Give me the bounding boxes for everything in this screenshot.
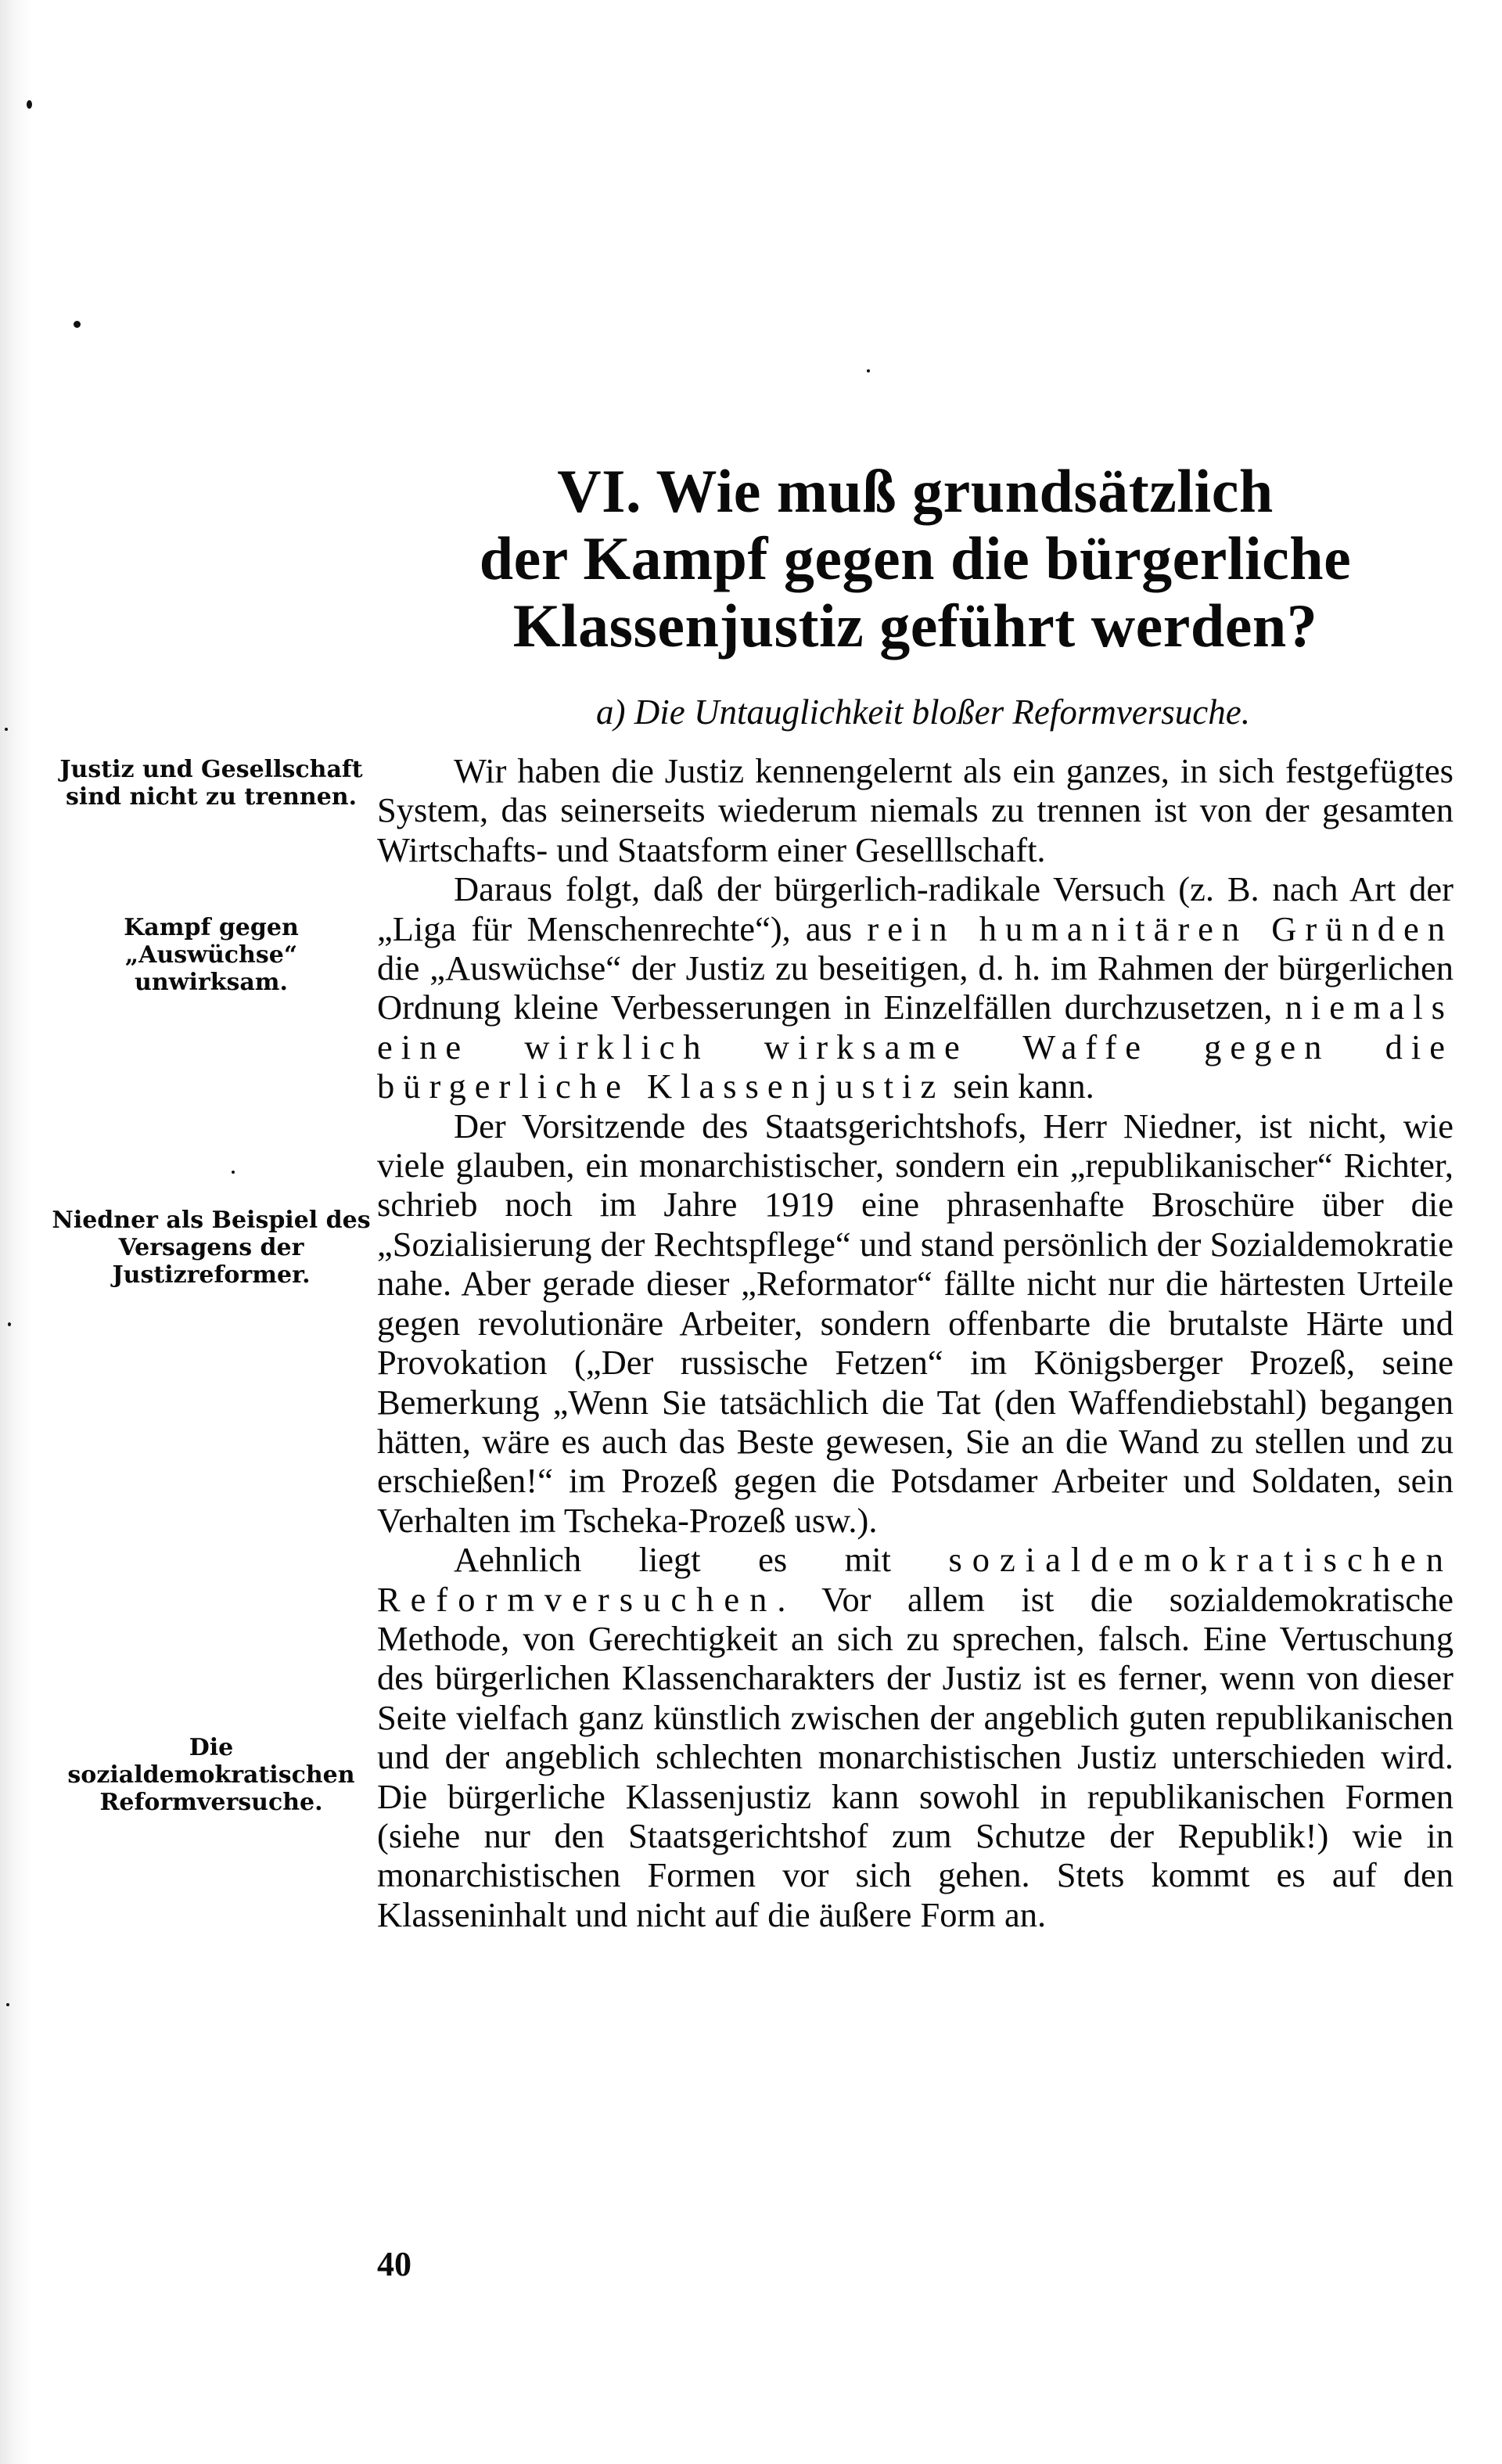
scan-edge-shadow <box>0 0 31 2464</box>
margin-note: Niedner als Beispiel des Versagens der Justizreformer. <box>52 1207 371 1289</box>
chapter-title-line: Klassenjustiz geführt werden? <box>512 592 1318 660</box>
scan-speck <box>6 2003 9 2006</box>
paragraph-text: die „Auswüchse“ der Justiz zu beseitigen, d. h. im Rahmen der bürgerlichen Ordnung kleine Verbesserungen in Einzelfällen durchzusetzen, <box>377 948 1453 1027</box>
paragraph-text: . Vor allem ist die sozialdemokratische Methode, von Gerechtigkeit an sich zu sprechen, falsch. Eine Vertuschung des bürgerlichen Klassencharakters der Justiz ist es ferner, wenn von dieser Seite vielfach ganz künstlich zwischen der angeblich guten republikanischen und der angeblich schlechten monarchistischen Justiz unterschieden wird. Die bürgerliche Klassenjustiz kann sowohl in republikanischen Formen (siehe nur den Staatsgerichtshof zum Schutze der Republik!) wie in monarchistischen Formen vor sich gehen. Stets kommt es auf den Klasseninhalt und nicht auf die äußere Form an. <box>377 1579 1453 1934</box>
scan-speck <box>8 1322 11 1326</box>
paragraph <box>377 1540 1453 1934</box>
scan-speck <box>5 728 8 731</box>
margin-note: Justiz und Gesellschaft sind nicht zu trennen. <box>59 756 363 811</box>
body-text <box>377 751 1453 1934</box>
chapter-title <box>391 458 1439 660</box>
paragraph <box>377 869 1453 1106</box>
paragraph <box>377 751 1453 869</box>
scan-speck <box>27 100 32 109</box>
paragraph <box>377 1106 1453 1540</box>
scan-speck <box>867 369 870 372</box>
spaced-emphasis: sozialdemokratischen Reformversuchen <box>377 1540 1453 1619</box>
section-subtitle: a) Die Untauglichkeit bloßer Reformversuche. <box>595 692 1250 732</box>
page-number: 40 <box>377 2245 411 2283</box>
chapter-title-line: VI. Wie muß grundsätzlich <box>557 457 1274 525</box>
paragraph-text: Wir haben die Justiz kennengelernt als ein ganzes, in sich festgefügtes System, das seinerseits wiederum niemals zu trennen ist von der gesamten Wirtschafts- und Staatsform einer Geselllschaft. <box>377 751 1453 869</box>
scan-speck <box>74 321 81 328</box>
paragraph-text: Der Vorsitzende des Staatsgerichtshofs, Herr Niedner, ist nicht, wie viele glauben, ein monarchistischer, sondern ein „republikanischer“ Richter, schrieb noch im Jahre 1919 eine phrasenhafte Broschüre über die „Sozialisierung der Rechtspflege“ und stand persönlich der Sozialdemokratie nahe. Aber gerade dieser „Reformator“ fällte nicht nur die härtesten Urteile gegen revolutionäre Arbeiter, sondern offenbarte die brutalste Härte und Provokation („Der russische Fetzen“ im Königsberger Prozeß, seine Bemerkung „Wenn Sie tatsächlich die Tat (den Waffendiebstahl) begangen hätten, wäre es auch das Beste gewesen, Sie an die Wand zu stellen und zu erschießen!“ im Prozeß gegen die Potsdamer Arbeiter und Soldaten, sein Verhalten im Tscheka-Prozeß usw.). <box>377 1106 1453 1540</box>
paragraph-text: Aehnlich liegt es mit <box>454 1540 949 1580</box>
margin-note: Kampf gegen „Auswüchse“ unwirksam. <box>124 914 299 996</box>
scan-speck <box>232 1171 235 1174</box>
chapter-title-line: der Kampf gegen die bürgerliche <box>479 524 1352 592</box>
spaced-emphasis: rein humanitären Gründen <box>867 908 1453 948</box>
paragraph-text: sein kann. <box>944 1067 1094 1106</box>
paragraph-text: Daraus folgt, daß der bürgerlich-radikale Versuch (z. B. nach Art der „Liga für Menschenrechte“), aus <box>377 869 1453 948</box>
margin-note: Die sozialdemokratischen Reformversuche. <box>67 1734 355 1816</box>
spaced-emphasis: niemals eine wirklich wirksame Waffe gegen die bürgerliche Klassenjustiz <box>377 987 1453 1106</box>
